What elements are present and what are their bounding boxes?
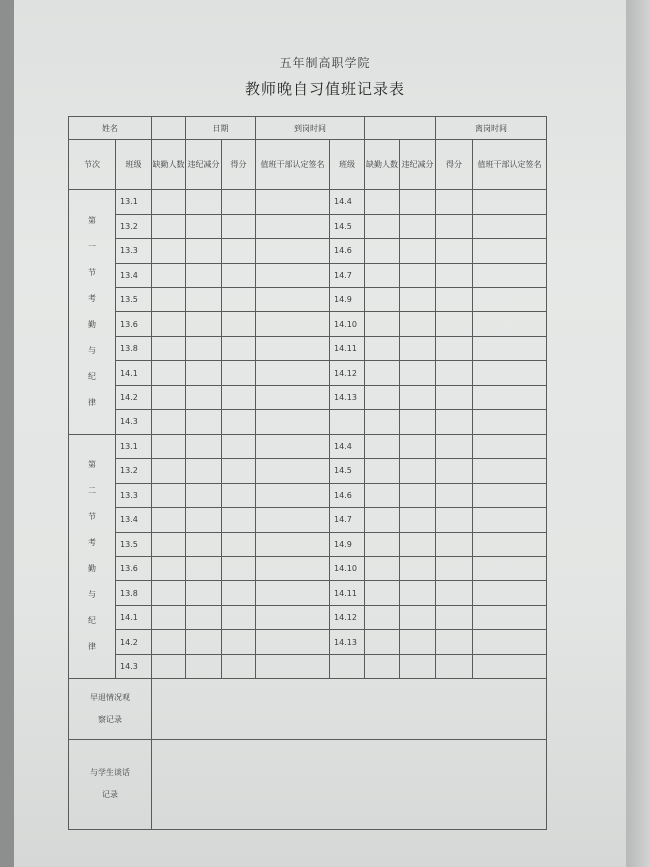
entry-cell[interactable] xyxy=(186,605,222,629)
entry-cell[interactable] xyxy=(365,312,400,336)
entry-cell[interactable] xyxy=(473,581,547,605)
entry-cell[interactable] xyxy=(365,190,400,214)
entry-cell[interactable] xyxy=(473,214,547,238)
entry-cell[interactable] xyxy=(365,630,400,654)
entry-cell[interactable] xyxy=(365,605,400,629)
table-body xyxy=(69,117,547,830)
early-leave-notes-label-text: 早退情况观察记录 xyxy=(90,693,130,725)
col-class-left: 班级 xyxy=(116,140,152,190)
entry-cell[interactable] xyxy=(186,190,222,214)
entry-cell[interactable] xyxy=(256,556,330,580)
entry-cell[interactable] xyxy=(473,385,547,409)
table-row xyxy=(69,312,547,336)
entry-cell[interactable] xyxy=(436,385,473,409)
class-cell-left: 13.8 xyxy=(116,581,152,605)
entry-cell[interactable] xyxy=(365,581,400,605)
class-cell-left: 13.6 xyxy=(116,312,152,336)
entry-cell[interactable] xyxy=(436,630,473,654)
entry-cell[interactable] xyxy=(186,581,222,605)
entry-cell[interactable] xyxy=(152,239,186,263)
entry-cell[interactable] xyxy=(256,385,330,409)
entry-cell[interactable] xyxy=(152,434,186,458)
table-row xyxy=(69,190,547,214)
entry-cell[interactable] xyxy=(436,556,473,580)
student-talk-notes-label xyxy=(69,739,152,829)
entry-cell[interactable] xyxy=(256,508,330,532)
entry-cell[interactable] xyxy=(256,483,330,507)
entry-cell[interactable] xyxy=(222,581,256,605)
class-cell-left: 13.2 xyxy=(116,459,152,483)
class-cell-left: 13.1 xyxy=(116,190,152,214)
table-row xyxy=(69,630,547,654)
entry-cell[interactable] xyxy=(473,556,547,580)
class-cell-right xyxy=(330,654,365,678)
entry-cell[interactable] xyxy=(473,654,547,678)
entry-cell[interactable] xyxy=(186,630,222,654)
entry-cell[interactable] xyxy=(222,605,256,629)
class-cell-left: 14.2 xyxy=(116,630,152,654)
entry-cell[interactable] xyxy=(222,385,256,409)
class-cell-left: 13.3 xyxy=(116,239,152,263)
entry-cell[interactable] xyxy=(152,288,186,312)
entry-cell[interactable] xyxy=(436,605,473,629)
table-row xyxy=(69,434,547,458)
class-cell-right: 14.13 xyxy=(330,385,365,409)
student-talk-notes-area[interactable] xyxy=(152,739,547,829)
class-cell-right xyxy=(330,410,365,434)
table-row xyxy=(69,288,547,312)
entry-cell[interactable] xyxy=(365,532,400,556)
class-cell-left: 13.4 xyxy=(116,508,152,532)
entry-cell[interactable] xyxy=(222,483,256,507)
entry-cell[interactable] xyxy=(152,214,186,238)
class-cell-left: 14.3 xyxy=(116,654,152,678)
table-row xyxy=(69,239,547,263)
entry-cell[interactable] xyxy=(186,654,222,678)
early-leave-notes-area[interactable] xyxy=(152,679,547,740)
class-cell-left: 14.2 xyxy=(116,385,152,409)
section-label-text: 第二节考勤与纪律 xyxy=(88,460,96,652)
table-row xyxy=(69,654,547,678)
entry-cell[interactable] xyxy=(400,214,436,238)
entry-cell[interactable] xyxy=(186,434,222,458)
entry-cell[interactable] xyxy=(400,556,436,580)
info-row xyxy=(69,117,547,140)
class-cell-left: 13.4 xyxy=(116,263,152,287)
entry-cell[interactable] xyxy=(400,361,436,385)
entry-cell[interactable] xyxy=(222,459,256,483)
table-row xyxy=(69,263,547,287)
entry-cell[interactable] xyxy=(256,239,330,263)
entry-cell[interactable] xyxy=(256,263,330,287)
entry-cell[interactable] xyxy=(222,288,256,312)
early-leave-notes-row xyxy=(69,679,547,740)
entry-cell[interactable] xyxy=(473,630,547,654)
entry-cell[interactable] xyxy=(365,556,400,580)
entry-cell[interactable] xyxy=(152,263,186,287)
form-title: 教师晚自习值班记录表 xyxy=(244,80,405,98)
class-cell-right: 14.10 xyxy=(330,312,365,336)
entry-cell[interactable] xyxy=(365,263,400,287)
entry-cell[interactable] xyxy=(400,312,436,336)
class-cell-left: 14.1 xyxy=(116,605,152,629)
entry-cell[interactable] xyxy=(436,654,473,678)
entry-cell[interactable] xyxy=(473,459,547,483)
entry-cell[interactable] xyxy=(152,508,186,532)
class-cell-left: 13.6 xyxy=(116,556,152,580)
entry-cell[interactable] xyxy=(186,214,222,238)
entry-cell[interactable] xyxy=(473,288,547,312)
col-signature-left: 值班干部认定签名 xyxy=(256,140,330,190)
entry-cell[interactable] xyxy=(473,532,547,556)
class-cell-right: 14.5 xyxy=(330,214,365,238)
class-cell-left: 14.3 xyxy=(116,410,152,434)
table-row xyxy=(69,459,547,483)
name-label: 姓名 xyxy=(69,117,152,140)
entry-cell[interactable] xyxy=(256,410,330,434)
student-talk-notes-row xyxy=(69,739,547,829)
entry-cell[interactable] xyxy=(473,508,547,532)
entry-cell[interactable] xyxy=(186,410,222,434)
col-score-right: 得分 xyxy=(436,140,473,190)
entry-cell[interactable] xyxy=(152,581,186,605)
entry-cell[interactable] xyxy=(152,336,186,360)
entry-cell[interactable] xyxy=(400,434,436,458)
school-name: 五年制高职学院 xyxy=(279,56,371,70)
entry-cell[interactable] xyxy=(365,483,400,507)
class-cell-left: 13.1 xyxy=(116,434,152,458)
entry-cell[interactable] xyxy=(186,385,222,409)
entry-cell[interactable] xyxy=(473,483,547,507)
entry-cell[interactable] xyxy=(400,190,436,214)
entry-cell[interactable] xyxy=(222,190,256,214)
entry-cell[interactable] xyxy=(256,361,330,385)
entry-cell[interactable] xyxy=(365,336,400,360)
entry-cell[interactable] xyxy=(256,654,330,678)
entry-cell[interactable] xyxy=(222,263,256,287)
column-header-row xyxy=(69,140,547,190)
entry-cell[interactable] xyxy=(222,654,256,678)
entry-cell[interactable] xyxy=(152,410,186,434)
col-absent-right: 缺勤人数 xyxy=(365,140,400,190)
table-row xyxy=(69,508,547,532)
entry-cell[interactable] xyxy=(473,190,547,214)
entry-cell[interactable] xyxy=(222,556,256,580)
entry-cell[interactable] xyxy=(365,459,400,483)
duty-record-table xyxy=(68,116,547,830)
entry-cell[interactable] xyxy=(256,190,330,214)
entry-cell[interactable] xyxy=(365,410,400,434)
entry-cell[interactable] xyxy=(400,508,436,532)
section-label-text: 第一节考勤与纪律 xyxy=(88,215,96,407)
entry-cell[interactable] xyxy=(473,605,547,629)
entry-cell[interactable] xyxy=(436,459,473,483)
entry-cell[interactable] xyxy=(152,605,186,629)
class-cell-right: 14.9 xyxy=(330,532,365,556)
entry-cell[interactable] xyxy=(365,214,400,238)
table-row xyxy=(69,214,547,238)
class-cell-right: 14.10 xyxy=(330,556,365,580)
entry-cell[interactable] xyxy=(436,214,473,238)
entry-cell[interactable] xyxy=(400,239,436,263)
class-cell-left: 13.2 xyxy=(116,214,152,238)
entry-cell[interactable] xyxy=(473,239,547,263)
entry-cell[interactable] xyxy=(400,459,436,483)
class-cell-right: 14.9 xyxy=(330,288,365,312)
entry-cell[interactable] xyxy=(186,483,222,507)
class-cell-right: 14.12 xyxy=(330,605,365,629)
class-cell-right: 14.4 xyxy=(330,190,365,214)
entry-cell[interactable] xyxy=(365,361,400,385)
entry-cell[interactable] xyxy=(400,336,436,360)
entry-cell[interactable] xyxy=(256,459,330,483)
table-row xyxy=(69,532,547,556)
entry-cell[interactable] xyxy=(186,556,222,580)
arrive-time-field[interactable] xyxy=(365,117,436,140)
entry-cell[interactable] xyxy=(436,239,473,263)
name-field[interactable] xyxy=(152,117,186,140)
entry-cell[interactable] xyxy=(436,263,473,287)
table-row xyxy=(69,581,547,605)
early-leave-notes-label xyxy=(69,679,152,740)
entry-cell[interactable] xyxy=(222,312,256,336)
entry-cell[interactable] xyxy=(256,532,330,556)
entry-cell[interactable] xyxy=(436,312,473,336)
table-row xyxy=(69,556,547,580)
entry-cell[interactable] xyxy=(436,532,473,556)
entry-cell[interactable] xyxy=(186,532,222,556)
entry-cell[interactable] xyxy=(365,239,400,263)
entry-cell[interactable] xyxy=(152,630,186,654)
class-cell-right: 14.6 xyxy=(330,483,365,507)
entry-cell[interactable] xyxy=(365,654,400,678)
class-cell-left: 13.3 xyxy=(116,483,152,507)
entry-cell[interactable] xyxy=(473,263,547,287)
entry-cell[interactable] xyxy=(152,483,186,507)
class-cell-left: 13.8 xyxy=(116,336,152,360)
table-row xyxy=(69,361,547,385)
entry-cell[interactable] xyxy=(186,508,222,532)
entry-cell[interactable] xyxy=(400,385,436,409)
entry-cell[interactable] xyxy=(152,190,186,214)
entry-cell[interactable] xyxy=(473,410,547,434)
table-row xyxy=(69,605,547,629)
entry-cell[interactable] xyxy=(152,532,186,556)
entry-cell[interactable] xyxy=(222,532,256,556)
entry-cell[interactable] xyxy=(400,483,436,507)
entry-cell[interactable] xyxy=(256,605,330,629)
entry-cell[interactable] xyxy=(152,459,186,483)
arrive-time-label: 到岗时间 xyxy=(256,117,365,140)
entry-cell[interactable] xyxy=(473,434,547,458)
table-row xyxy=(69,385,547,409)
entry-cell[interactable] xyxy=(256,336,330,360)
entry-cell[interactable] xyxy=(186,239,222,263)
entry-cell[interactable] xyxy=(473,336,547,360)
entry-cell[interactable] xyxy=(222,336,256,360)
entry-cell[interactable] xyxy=(436,410,473,434)
table-row xyxy=(69,336,547,360)
entry-cell[interactable] xyxy=(400,410,436,434)
col-score-left: 得分 xyxy=(222,140,256,190)
entry-cell[interactable] xyxy=(256,581,330,605)
class-cell-right: 14.13 xyxy=(330,630,365,654)
entry-cell[interactable] xyxy=(365,434,400,458)
col-signature-right: 值班干部认定签名 xyxy=(473,140,547,190)
entry-cell[interactable] xyxy=(186,459,222,483)
class-cell-right: 14.4 xyxy=(330,434,365,458)
entry-cell[interactable] xyxy=(186,288,222,312)
class-cell-right: 14.7 xyxy=(330,508,365,532)
leave-time-label: 离岗时间 xyxy=(436,117,547,140)
entry-cell[interactable] xyxy=(436,361,473,385)
entry-cell[interactable] xyxy=(222,630,256,654)
student-talk-notes-label-text: 与学生谈话记录 xyxy=(90,768,130,800)
entry-cell[interactable] xyxy=(473,361,547,385)
entry-cell[interactable] xyxy=(436,581,473,605)
class-cell-right: 14.6 xyxy=(330,239,365,263)
entry-cell[interactable] xyxy=(152,654,186,678)
entry-cell[interactable] xyxy=(436,336,473,360)
col-violation-right: 违纪减分 xyxy=(400,140,436,190)
class-cell-right: 14.11 xyxy=(330,581,365,605)
entry-cell[interactable] xyxy=(152,361,186,385)
entry-cell[interactable] xyxy=(400,263,436,287)
entry-cell[interactable] xyxy=(436,288,473,312)
section-label xyxy=(69,434,116,679)
entry-cell[interactable] xyxy=(256,312,330,336)
entry-cell[interactable] xyxy=(186,263,222,287)
entry-cell[interactable] xyxy=(222,361,256,385)
class-cell-right: 14.7 xyxy=(330,263,365,287)
page-edge-shadow xyxy=(626,0,650,867)
entry-cell[interactable] xyxy=(222,508,256,532)
entry-cell[interactable] xyxy=(186,336,222,360)
entry-cell[interactable] xyxy=(186,312,222,336)
entry-cell[interactable] xyxy=(222,214,256,238)
entry-cell[interactable] xyxy=(400,605,436,629)
col-absent-left: 缺勤人数 xyxy=(152,140,186,190)
entry-cell[interactable] xyxy=(365,385,400,409)
entry-cell[interactable] xyxy=(365,288,400,312)
entry-cell[interactable] xyxy=(256,288,330,312)
class-cell-left: 13.5 xyxy=(116,532,152,556)
entry-cell[interactable] xyxy=(400,288,436,312)
entry-cell[interactable] xyxy=(473,312,547,336)
entry-cell[interactable] xyxy=(436,190,473,214)
entry-cell[interactable] xyxy=(400,532,436,556)
entry-cell[interactable] xyxy=(152,312,186,336)
entry-cell[interactable] xyxy=(436,483,473,507)
entry-cell[interactable] xyxy=(152,385,186,409)
entry-cell[interactable] xyxy=(256,630,330,654)
entry-cell[interactable] xyxy=(436,434,473,458)
entry-cell[interactable] xyxy=(222,434,256,458)
class-cell-right: 14.12 xyxy=(330,361,365,385)
entry-cell[interactable] xyxy=(365,508,400,532)
entry-cell[interactable] xyxy=(256,434,330,458)
entry-cell[interactable] xyxy=(222,410,256,434)
entry-cell[interactable] xyxy=(222,239,256,263)
section-label xyxy=(69,190,116,435)
entry-cell[interactable] xyxy=(152,556,186,580)
class-cell-left: 14.1 xyxy=(116,361,152,385)
entry-cell[interactable] xyxy=(256,214,330,238)
col-class-right: 班级 xyxy=(330,140,365,190)
entry-cell[interactable] xyxy=(400,581,436,605)
entry-cell[interactable] xyxy=(186,361,222,385)
entry-cell[interactable] xyxy=(400,630,436,654)
col-violation-left: 违纪减分 xyxy=(186,140,222,190)
table-row xyxy=(69,483,547,507)
class-cell-right: 14.5 xyxy=(330,459,365,483)
table-row xyxy=(69,410,547,434)
col-section: 节次 xyxy=(69,140,116,190)
entry-cell[interactable] xyxy=(436,508,473,532)
class-cell-left: 13.5 xyxy=(116,288,152,312)
class-cell-right: 14.11 xyxy=(330,336,365,360)
date-label: 日期 xyxy=(186,117,256,140)
entry-cell[interactable] xyxy=(400,654,436,678)
